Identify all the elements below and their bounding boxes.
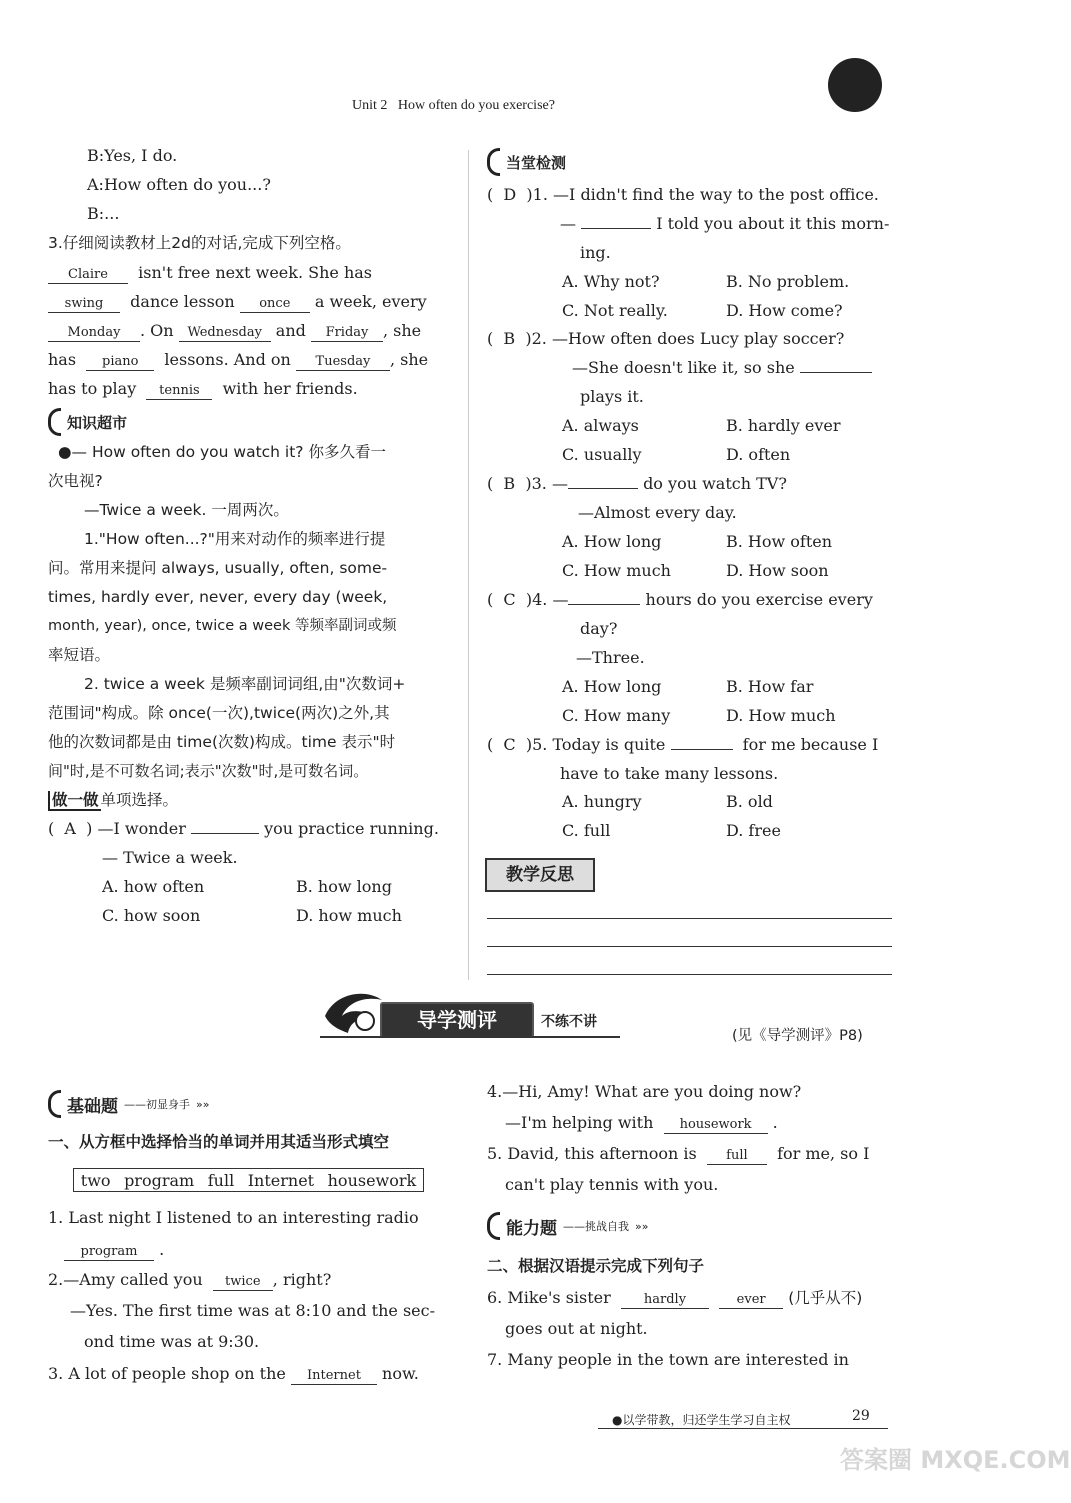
option: D. how much: [296, 906, 402, 925]
column-divider: [468, 150, 469, 980]
dialog-line: A:How often do you...?: [87, 175, 271, 194]
q3-line: swing dance lesson once a week, every: [48, 292, 427, 313]
q3-instruction: 3.仔细阅读教材上2d的对话,完成下列空格。: [48, 234, 351, 252]
knowledge-line: 问。常用来提问 always, usually, often, some-: [48, 559, 388, 577]
mascot-logo: [828, 58, 882, 112]
ability-q6: 6. Mike's sister hardly ever (几乎从不): [487, 1288, 863, 1307]
answer-blank: Claire: [48, 267, 128, 284]
option: D. free: [726, 821, 781, 840]
option: A. always: [562, 416, 639, 435]
basic-q5: 5. David, this afternoon is full for me, so I: [487, 1144, 870, 1163]
knowledge-line: 率短语。: [48, 646, 111, 664]
bracket-icon: [48, 408, 61, 436]
test-question: ( B )2. —How often does Lucy play soccer?: [487, 329, 845, 348]
knowledge-line: 2. twice a week 是频率副词词组,由"次数词+: [84, 675, 406, 693]
answer-blank: swing: [48, 296, 120, 313]
reflection-title: 教学反思: [485, 858, 595, 892]
word: housework: [327, 1170, 417, 1190]
q3-line: has piano lessons. And on Tuesday , she: [48, 350, 429, 369]
option: B. How often: [726, 532, 833, 551]
answer-blank: tennis: [146, 383, 212, 400]
footer-slogan: ●以学带教，归还学生学习自主权: [612, 1413, 791, 1427]
answer-blank: program: [64, 1244, 154, 1261]
class-test-header: 当堂检测: [487, 148, 566, 176]
word: full: [207, 1170, 235, 1190]
knowledge-line: 1."How often...?"用来对动作的频率进行提: [84, 530, 386, 548]
answer-blank: Monday: [48, 325, 140, 342]
answer-blank: Wednesday: [179, 325, 271, 342]
knowledge-line: 间"时,是不可数名词;表示"次数"时,是可数名词。: [48, 762, 369, 780]
option: C. How many: [562, 706, 671, 725]
option: B. No problem.: [726, 272, 850, 291]
option: B. old: [726, 792, 773, 811]
knowledge-line: times, hardly ever, never, every day (week,: [48, 588, 388, 606]
knowledge-line: 范围词"构成。除 once(一次),twice(两次)之外,其: [48, 704, 390, 722]
option: D. How much: [726, 706, 836, 725]
footer-line: [598, 1428, 888, 1429]
option: A. How long: [562, 677, 662, 696]
answer-blank: full: [707, 1148, 767, 1165]
option: C. usually: [562, 445, 642, 464]
option: C. how soon: [102, 906, 201, 925]
practice-reply: — Twice a week.: [102, 848, 238, 867]
word: two: [80, 1170, 111, 1190]
writing-line: [487, 946, 892, 947]
option: A. hungry: [562, 792, 642, 811]
basic-q1: 1. Last night I listened to an interesting radio: [48, 1208, 419, 1227]
answer-blank: Tuesday: [296, 354, 390, 371]
q3-line: Claire isn't free next week. She has: [48, 263, 372, 284]
answer-blank: hardly: [621, 1292, 709, 1309]
section1-title: 一、从方框中选择恰当的单词并用其适当形式填空: [48, 1133, 390, 1151]
test-question: ( B )3. — do you watch TV?: [487, 474, 787, 493]
knowledge-line: ●— How often do you watch it? 你多久看一: [58, 443, 386, 461]
option: B. how long: [296, 877, 392, 896]
practice-tag: 做一做: [48, 791, 101, 811]
banner-underline: [320, 1036, 620, 1038]
test-question: ( C )4. — hours do you exercise every: [487, 590, 873, 609]
arrow-icon: »»: [635, 1219, 649, 1233]
bracket-icon: [487, 148, 500, 176]
option: C. full: [562, 821, 611, 840]
word-box: [73, 1168, 424, 1192]
test-question: ( C )5. Today is quite for me because I: [487, 735, 879, 754]
answer-blank: Friday: [311, 325, 383, 342]
option: B. How far: [726, 677, 814, 696]
option: A. how often: [102, 877, 205, 896]
knowledge-line: month, year), once, twice a week 等频率副词或频: [48, 618, 397, 634]
answer-blank: Internet: [291, 1368, 377, 1385]
banner-subtitle: 不练不讲: [541, 1014, 597, 1030]
option: C. Not really.: [562, 301, 668, 320]
header-title: How often do you exercise?: [397, 98, 555, 113]
option: D. often: [726, 445, 791, 464]
ability-q7: 7. Many people in the town are interested in: [487, 1350, 849, 1369]
page-number: 29: [852, 1408, 870, 1424]
unit-label: Unit 2 How often do you exercise?: [352, 98, 555, 113]
option: D. How come?: [726, 301, 843, 320]
practice-header: 做一做 单项选择。: [48, 790, 178, 810]
practice-question: ( A ) —I wonder you practice running.: [48, 819, 439, 838]
writing-line: [487, 918, 892, 919]
bracket-icon: [487, 1212, 500, 1240]
option: B. hardly ever: [726, 416, 841, 435]
answer-blank: housework: [664, 1117, 768, 1134]
banner-ref: (见《导学测评》P8): [732, 1028, 863, 1044]
knowledge-line: —Twice a week. 一周两次。: [84, 501, 289, 519]
watermark: 答案圈 MXQE.COM: [840, 1446, 1071, 1474]
basic-q3: 3. A lot of people shop on the Internet now.: [48, 1364, 419, 1383]
basic-q2: 2.—Amy called you twice , right?: [48, 1270, 332, 1289]
knowledge-header: 知识超市: [48, 408, 127, 436]
option: D. How soon: [726, 561, 829, 580]
banner-title: 导学测评: [380, 1002, 534, 1038]
bracket-icon: [48, 1090, 61, 1118]
word: Internet: [247, 1170, 315, 1190]
answer-mark: A: [64, 819, 76, 838]
answer-blank: twice: [213, 1274, 273, 1291]
option: C. How much: [562, 561, 671, 580]
answer-blank: [191, 833, 259, 834]
answer-blank: once: [240, 296, 310, 313]
knowledge-line: 他的次数词都是由 time(次数)构成。time 表示"时: [48, 733, 396, 751]
arrow-icon: »»: [196, 1097, 210, 1111]
basic-q4: 4.—Hi, Amy! What are you doing now?: [487, 1082, 802, 1101]
dialog-line: B:...: [87, 204, 120, 223]
ability-header: 能力题 ——挑战自我 »»: [487, 1212, 648, 1240]
option: A. How long: [562, 532, 662, 551]
basic-header: 基础题 ——初显身手 »»: [48, 1090, 209, 1118]
test-question: ( D )1. —I didn't find the way to the post office.: [487, 185, 879, 204]
writing-line: [487, 974, 892, 975]
option: A. Why not?: [562, 272, 660, 291]
bullet-icon: ●: [58, 443, 72, 461]
q3-line: has to play tennis with her friends.: [48, 379, 358, 398]
word: program: [124, 1170, 195, 1190]
knowledge-line: 次电视?: [48, 472, 103, 490]
dialog-line: B:Yes, I do.: [87, 146, 178, 165]
answer-blank: ever: [719, 1292, 783, 1309]
answer-blank: piano: [86, 354, 154, 371]
q3-line: Monday . On Wednesday and Friday , she: [48, 321, 421, 342]
section2-title: 二、根据汉语提示完成下列句子: [487, 1257, 705, 1275]
